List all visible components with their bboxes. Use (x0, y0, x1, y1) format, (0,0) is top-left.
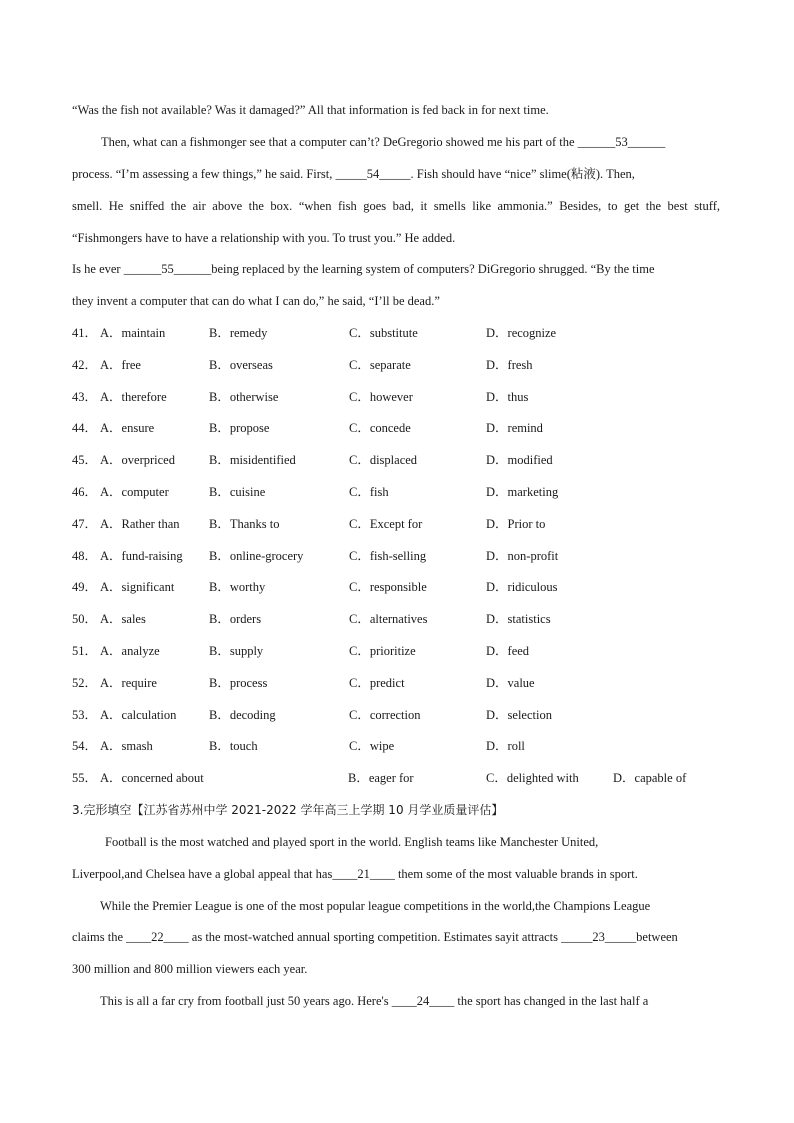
question-row (72, 389, 722, 405)
option-b[interactable]: B．misidentified (209, 453, 296, 467)
option-d[interactable]: D．feed (486, 644, 530, 658)
option-a[interactable]: A．Rather than (100, 517, 180, 531)
section-title: 3.完形填空 (72, 803, 132, 817)
blank-54[interactable]: _____54_____ (335, 167, 411, 181)
option-b[interactable]: B．Thanks to (209, 517, 280, 531)
option-c[interactable]: C．wipe (349, 739, 395, 753)
passage-line: Liverpool,and Chelsea have a global appeal that has____21____ them some of the most valuable brands in sport. (72, 867, 638, 881)
passage-line: This is all a far cry from football just 50 years ago. Here's ____24____ the sport has changed in the last half a (100, 994, 649, 1008)
passage-line: While the Premier League is one of the most popular league competitions in the world,the Champions League (100, 899, 651, 913)
question-row (72, 579, 722, 595)
passage-line: process. “I’m assessing a few things,” he said. First, _____54_____. Fish should have “nice” slime(粘液). Then, (72, 167, 635, 181)
question-row (72, 452, 722, 468)
option-d[interactable]: D．Prior to (486, 517, 546, 531)
option-a[interactable]: A．require (100, 676, 157, 690)
option-a[interactable]: A．significant (100, 580, 175, 594)
question-number: 43． (72, 390, 98, 404)
question-row (72, 770, 722, 786)
option-d[interactable]: D．recognize (486, 326, 557, 340)
option-a[interactable]: A．ensure (100, 421, 155, 435)
question-row (72, 420, 722, 436)
option-c[interactable]: C．fish-selling (349, 549, 427, 563)
question-number: 47． (72, 517, 98, 531)
option-d[interactable]: D．value (486, 676, 535, 690)
option-c[interactable]: C．Except for (349, 517, 423, 531)
option-a[interactable]: A．sales (100, 612, 146, 626)
passage-line: Then, what can a fishmonger see that a computer can’t? DeGregorio showed me his part of the ______53______ (101, 135, 666, 149)
question-number: 44． (72, 421, 98, 435)
option-c[interactable]: C．concede (349, 421, 411, 435)
option-c[interactable]: C．displaced (349, 453, 418, 467)
option-d[interactable]: D．capable of (613, 771, 687, 785)
question-number: 41． (72, 326, 98, 340)
option-b[interactable]: B．overseas (209, 358, 273, 372)
question-number: 45． (72, 453, 98, 467)
option-c[interactable]: C．separate (349, 358, 411, 372)
option-b[interactable]: B．touch (209, 739, 258, 753)
question-row (72, 643, 722, 659)
option-c[interactable]: C．substitute (349, 326, 418, 340)
question-row (72, 675, 722, 691)
question-number: 48． (72, 549, 98, 563)
blank-23[interactable]: _____23_____ (561, 930, 637, 944)
passage-line: “Was the fish not available? Was it damaged?” All that information is fed back in for next time. (72, 103, 549, 117)
option-b[interactable]: B．orders (209, 612, 262, 626)
passage-line: claims the ____22____ as the most-watched annual sporting competition. Estimates sayit attracts _____23_____between (72, 930, 678, 944)
option-a[interactable]: A．computer (100, 485, 169, 499)
question-number: 52． (72, 676, 98, 690)
option-a[interactable]: A．analyze (100, 644, 160, 658)
question-number: 50． (72, 612, 98, 626)
question-row (72, 484, 722, 500)
question-number: 42． (72, 358, 98, 372)
option-c[interactable]: C．responsible (349, 580, 427, 594)
passage-line: smell. He sniffed the air above the box. “when fish goes bad, it smells like ammonia.” Besides, to get the best stuff, (72, 199, 720, 213)
question-number: 49． (72, 580, 98, 594)
question-row (72, 611, 722, 627)
option-b[interactable]: B．decoding (209, 708, 276, 722)
passage-line: “Fishmongers have to have a relationship with you. To trust you.” He added. (72, 231, 456, 245)
option-d[interactable]: D．statistics (486, 612, 551, 626)
blank-53[interactable]: ______53______ (577, 135, 666, 149)
option-b[interactable]: B．supply (209, 644, 264, 658)
option-d[interactable]: D．selection (486, 708, 552, 722)
option-d[interactable]: D．fresh (486, 358, 533, 372)
option-d[interactable]: D．ridiculous (486, 580, 558, 594)
option-a[interactable]: A．free (100, 358, 141, 372)
option-a[interactable]: A．therefore (100, 390, 167, 404)
option-c[interactable]: C．predict (349, 676, 405, 690)
option-c[interactable]: C．alternatives (349, 612, 428, 626)
option-c[interactable]: C．fish (349, 485, 389, 499)
option-b[interactable]: B．propose (209, 421, 270, 435)
option-d[interactable]: D．non-profit (486, 549, 559, 563)
blank-21[interactable]: ____21____ (332, 867, 395, 881)
question-row (72, 357, 722, 373)
option-b[interactable]: B．worthy (209, 580, 266, 594)
passage-line: Football is the most watched and played sport in the world. English teams like Manchester United, (105, 835, 599, 849)
question-number: 51． (72, 644, 98, 658)
option-c[interactable]: C．delighted with (486, 771, 579, 785)
section-source: 【江苏省苏州中学 2021-2022 学年高三上学期 10 月学业质量评估】 (131, 803, 504, 817)
question-number: 54． (72, 739, 98, 753)
question-row (72, 516, 722, 532)
option-b[interactable]: B．remedy (209, 326, 268, 340)
option-c[interactable]: C．however (349, 390, 413, 404)
option-a[interactable]: A．concerned about (100, 771, 204, 785)
option-a[interactable]: A．calculation (100, 708, 177, 722)
option-b[interactable]: B．cuisine (209, 485, 266, 499)
option-c[interactable]: C．prioritize (349, 644, 416, 658)
option-a[interactable]: A．overpriced (100, 453, 175, 467)
question-row (72, 707, 722, 723)
option-a[interactable]: A．fund-raising (100, 549, 183, 563)
option-c[interactable]: C．correction (349, 708, 421, 722)
passage-line: they invent a computer that can do what I can do,” he said, “I’ll be dead.” (72, 294, 440, 308)
blank-24[interactable]: ____24____ (391, 994, 455, 1008)
option-d[interactable]: D．roll (486, 739, 525, 753)
option-d[interactable]: D．remind (486, 421, 543, 435)
option-d[interactable]: D．modified (486, 453, 553, 467)
option-a[interactable]: A．smash (100, 739, 153, 753)
option-b[interactable]: B．process (209, 676, 268, 690)
passage-line: Is he ever ______55______being replaced by the learning system of computers? DiGregorio shrugged. “By the time (72, 262, 655, 276)
question-number: 46． (72, 485, 98, 499)
question-number: 53． (72, 708, 98, 722)
question-row (72, 738, 722, 754)
question-number: 55． (72, 771, 98, 785)
option-b[interactable]: B．otherwise (209, 390, 279, 404)
option-d[interactable]: D．thus (486, 390, 529, 404)
option-b[interactable]: B．eager for (348, 771, 414, 785)
passage-line: 300 million and 800 million viewers each year. (72, 962, 308, 976)
question-row (72, 548, 722, 564)
option-b[interactable]: B．online-grocery (209, 549, 304, 563)
option-d[interactable]: D．marketing (486, 485, 559, 499)
section-header (72, 802, 720, 818)
question-row (72, 325, 722, 341)
blank-55[interactable]: ______55______ (123, 262, 212, 276)
option-a[interactable]: A．maintain (100, 326, 166, 340)
blank-22[interactable]: ____22____ (126, 930, 189, 944)
